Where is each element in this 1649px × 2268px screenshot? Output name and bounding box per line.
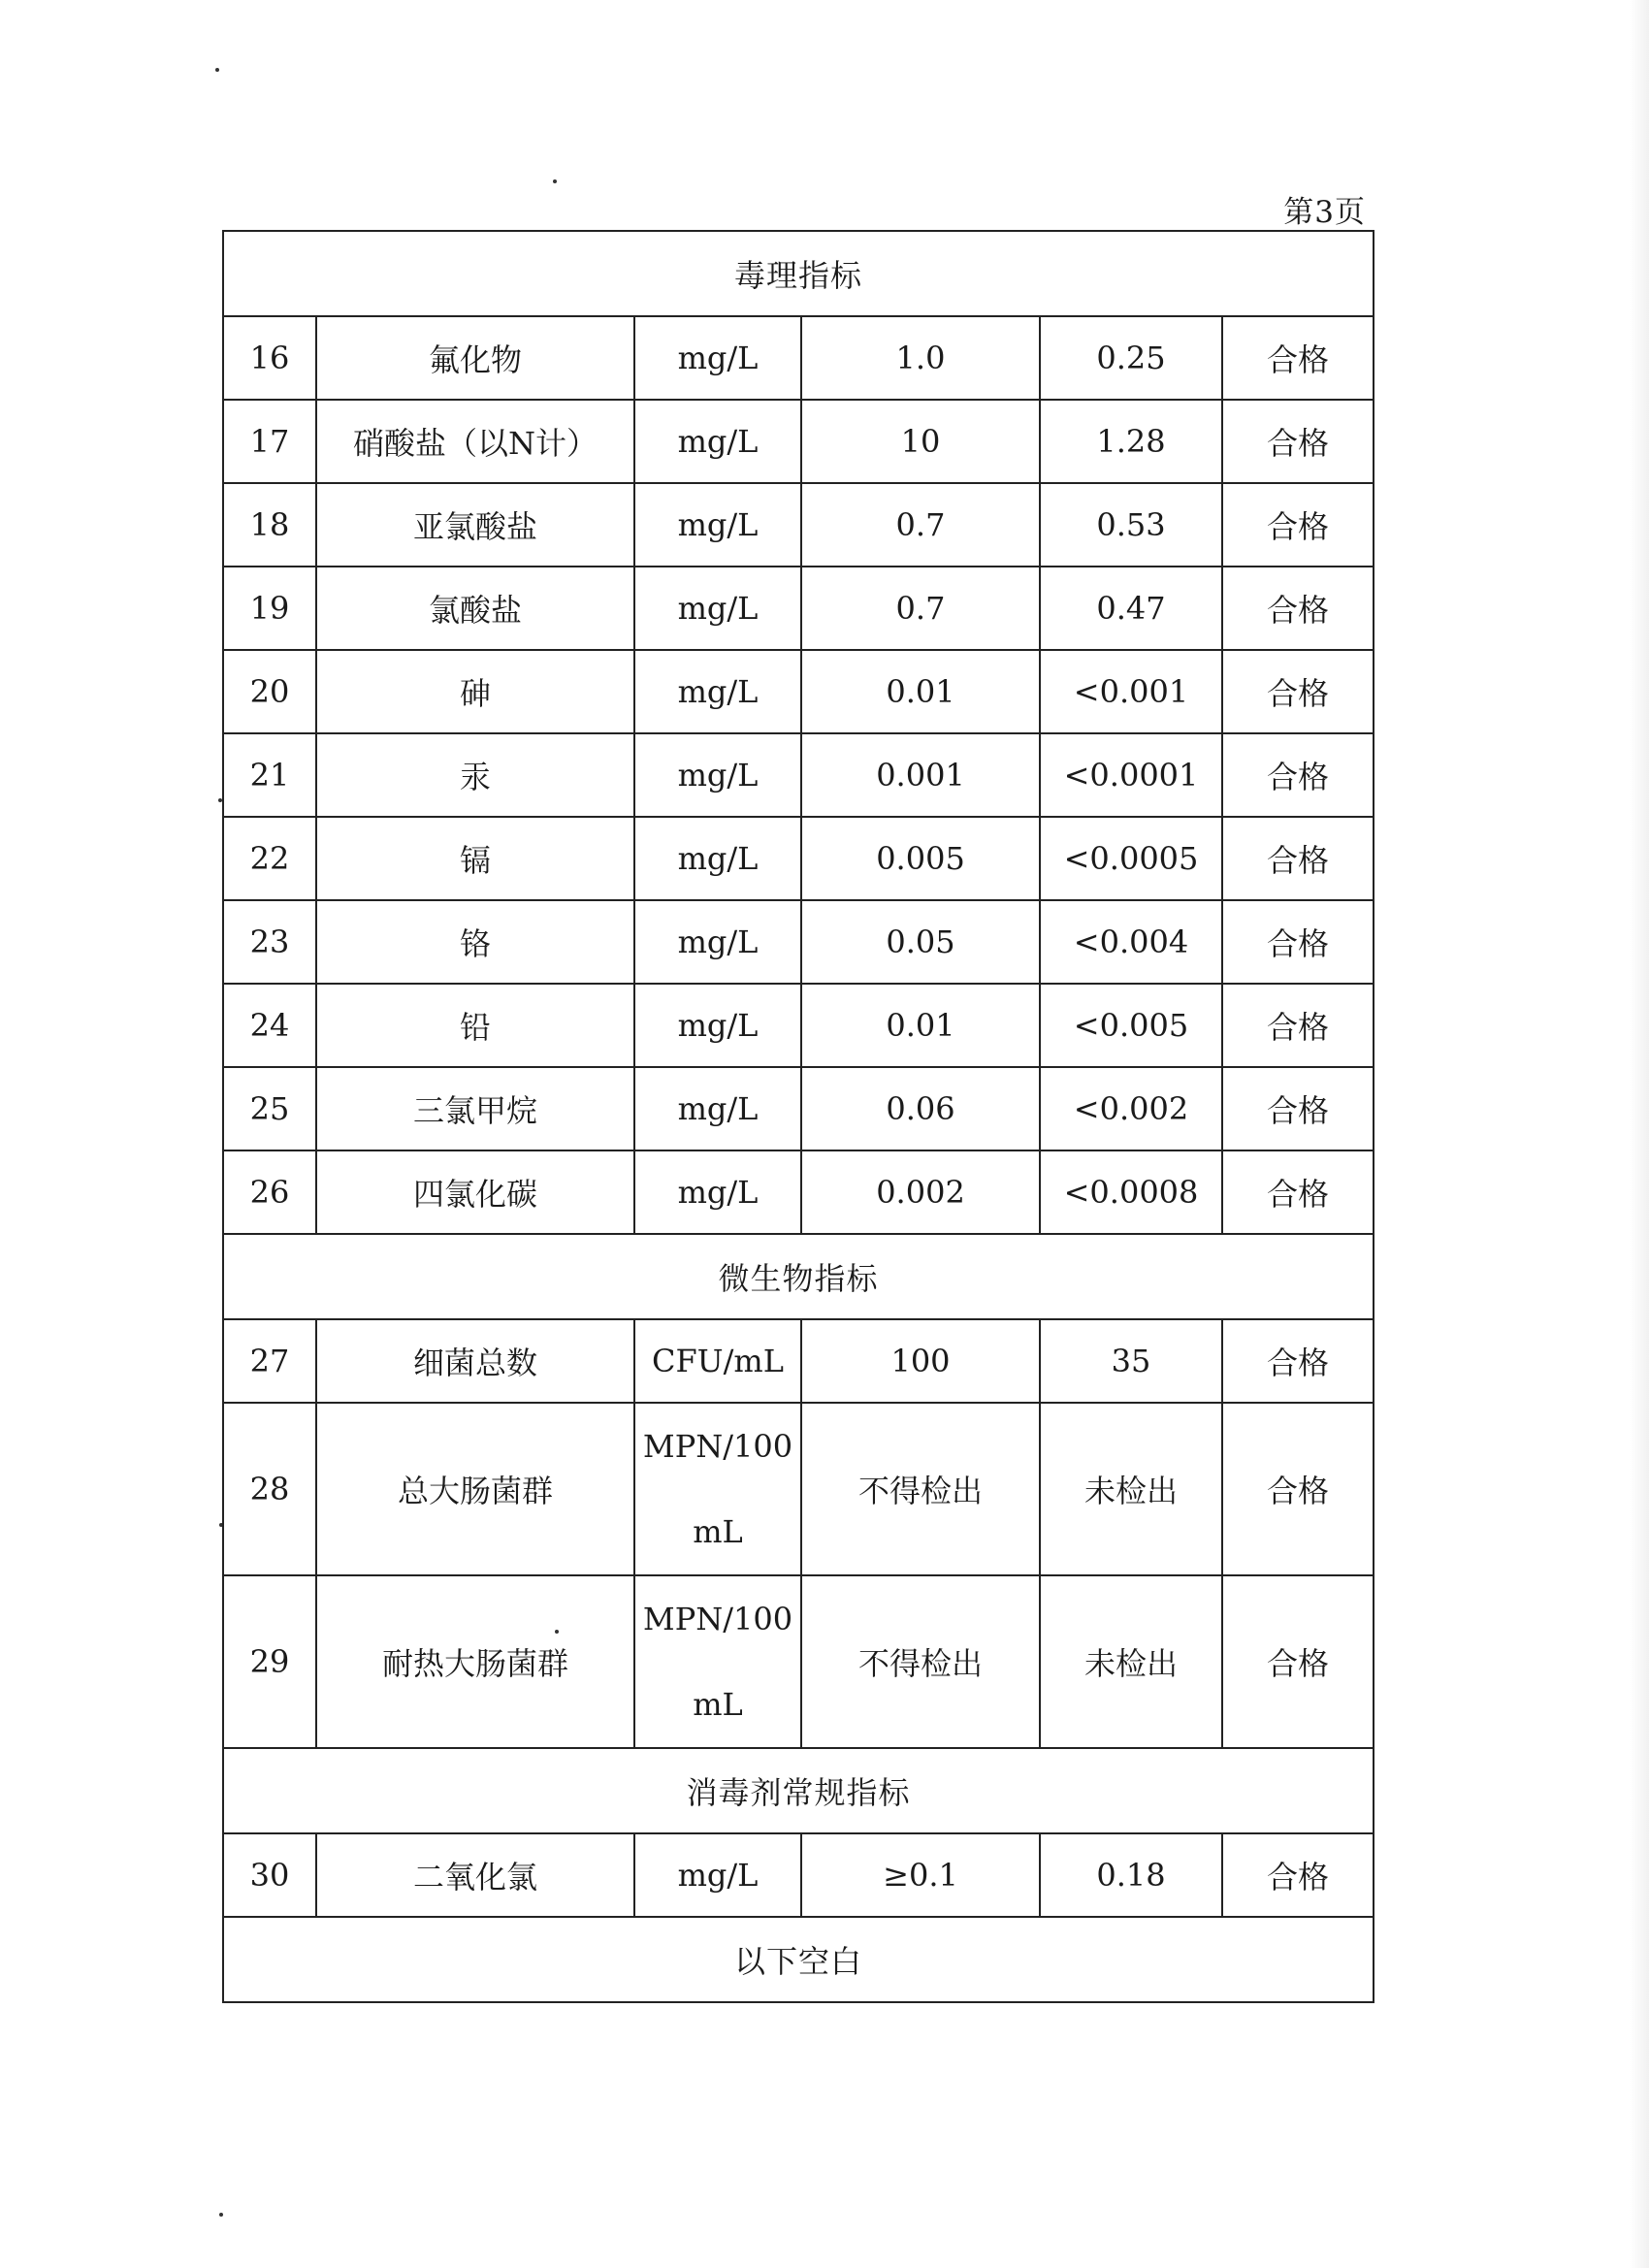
scan-edge-shadow	[1630, 0, 1649, 2268]
verdict-cell: 合格	[1222, 900, 1374, 984]
test-result-cell: <0.005	[1040, 984, 1222, 1067]
item-name-cell: 汞	[316, 733, 634, 817]
unit-line2: mL	[693, 1513, 743, 1550]
row-number-cell: 23	[223, 900, 316, 984]
item-name-cell: 总大肠菌群	[316, 1403, 634, 1575]
row-number-cell: 24	[223, 984, 316, 1067]
table-row	[223, 650, 1374, 733]
row-number-cell: 20	[223, 650, 316, 733]
test-result-cell: <0.001	[1040, 650, 1222, 733]
item-name-cell: 氯酸盐	[316, 567, 634, 650]
section-title: 以下空白	[223, 1917, 1374, 2002]
section-row	[223, 1917, 1374, 2002]
unit-cell: mg/L	[634, 1833, 801, 1917]
limit-value-cell: ≥0.1	[801, 1833, 1040, 1917]
row-number-cell: 22	[223, 817, 316, 900]
limit-value-cell: 不得检出	[801, 1575, 1040, 1748]
verdict-cell: 合格	[1222, 1319, 1374, 1403]
item-name-cell: 铬	[316, 900, 634, 984]
section-title: 毒理指标	[223, 231, 1374, 316]
table-body	[223, 231, 1374, 2002]
table-row	[223, 984, 1374, 1067]
table-row	[223, 1403, 1374, 1575]
table-row	[223, 1150, 1374, 1234]
item-name-cell: 四氯化碳	[316, 1150, 634, 1234]
row-number-cell: 16	[223, 316, 316, 400]
verdict-cell: 合格	[1222, 483, 1374, 567]
table-row	[223, 733, 1374, 817]
row-number-cell: 21	[223, 733, 316, 817]
verdict-cell: 合格	[1222, 400, 1374, 483]
verdict-cell: 合格	[1222, 1067, 1374, 1150]
unit-cell	[634, 1575, 801, 1748]
item-name-cell: 镉	[316, 817, 634, 900]
item-name-cell: 耐热大肠菌群	[316, 1575, 634, 1748]
section-row	[223, 1234, 1374, 1319]
unit-cell: mg/L	[634, 567, 801, 650]
verdict-cell: 合格	[1222, 1575, 1374, 1748]
row-number-cell: 26	[223, 1150, 316, 1234]
verdict-cell: 合格	[1222, 567, 1374, 650]
test-result-cell: 0.18	[1040, 1833, 1222, 1917]
unit-cell: mg/L	[634, 650, 801, 733]
table-row	[223, 400, 1374, 483]
verdict-cell: 合格	[1222, 733, 1374, 817]
limit-value-cell: 0.01	[801, 984, 1040, 1067]
test-result-cell: <0.0008	[1040, 1150, 1222, 1234]
row-number-cell: 27	[223, 1319, 316, 1403]
item-name-cell: 氟化物	[316, 316, 634, 400]
test-result-cell: 0.25	[1040, 316, 1222, 400]
table-row	[223, 1319, 1374, 1403]
limit-value-cell: 0.7	[801, 567, 1040, 650]
test-result-cell: 未检出	[1040, 1575, 1222, 1748]
unit-cell: mg/L	[634, 1067, 801, 1150]
unit-cell: mg/L	[634, 984, 801, 1067]
limit-value-cell: 0.001	[801, 733, 1040, 817]
test-result-cell: <0.0001	[1040, 733, 1222, 817]
unit-cell: mg/L	[634, 400, 801, 483]
unit-cell	[634, 1403, 801, 1575]
row-number-cell: 29	[223, 1575, 316, 1748]
table-row	[223, 316, 1374, 400]
table-row	[223, 900, 1374, 984]
test-result-cell: <0.0005	[1040, 817, 1222, 900]
row-number-cell: 18	[223, 483, 316, 567]
scan-speck	[553, 179, 557, 183]
test-result-cell: <0.004	[1040, 900, 1222, 984]
verdict-cell: 合格	[1222, 316, 1374, 400]
row-number-cell: 17	[223, 400, 316, 483]
section-row	[223, 231, 1374, 316]
limit-value-cell: 不得检出	[801, 1403, 1040, 1575]
test-result-cell: 0.47	[1040, 567, 1222, 650]
table-row	[223, 1067, 1374, 1150]
verdict-cell: 合格	[1222, 984, 1374, 1067]
limit-value-cell: 0.7	[801, 483, 1040, 567]
verdict-cell: 合格	[1222, 1150, 1374, 1234]
test-result-cell: 1.28	[1040, 400, 1222, 483]
row-number-cell: 28	[223, 1403, 316, 1575]
section-title: 微生物指标	[223, 1234, 1374, 1319]
item-name-cell: 铅	[316, 984, 634, 1067]
verdict-cell: 合格	[1222, 1833, 1374, 1917]
item-name-cell: 细菌总数	[316, 1319, 634, 1403]
limit-value-cell: 0.06	[801, 1067, 1040, 1150]
verdict-cell: 合格	[1222, 1403, 1374, 1575]
item-name-cell: 二氧化氯	[316, 1833, 634, 1917]
unit-line1: MPN/100	[642, 1601, 793, 1637]
unit-cell: mg/L	[634, 817, 801, 900]
section-row	[223, 1748, 1374, 1833]
row-number-cell: 19	[223, 567, 316, 650]
page-number: 第3页	[1283, 195, 1366, 230]
table-row	[223, 1575, 1374, 1748]
unit-line1: MPN/100	[642, 1428, 793, 1465]
limit-value-cell: 100	[801, 1319, 1040, 1403]
verdict-cell: 合格	[1222, 817, 1374, 900]
test-result-cell: 未检出	[1040, 1403, 1222, 1575]
test-result-cell: 0.53	[1040, 483, 1222, 567]
scan-speck	[215, 68, 219, 72]
unit-cell: mg/L	[634, 483, 801, 567]
table-row	[223, 817, 1374, 900]
table-row	[223, 567, 1374, 650]
limit-value-cell: 0.005	[801, 817, 1040, 900]
item-name-cell: 亚氯酸盐	[316, 483, 634, 567]
limit-value-cell: 1.0	[801, 316, 1040, 400]
limit-value-cell: 0.01	[801, 650, 1040, 733]
inspection-results-table	[222, 230, 1374, 2003]
unit-cell: mg/L	[634, 900, 801, 984]
test-result-cell: <0.002	[1040, 1067, 1222, 1150]
unit-line2: mL	[693, 1686, 743, 1723]
unit-cell: mg/L	[634, 316, 801, 400]
limit-value-cell: 0.002	[801, 1150, 1040, 1234]
limit-value-cell: 0.05	[801, 900, 1040, 984]
table-row	[223, 1833, 1374, 1917]
unit-cell: mg/L	[634, 733, 801, 817]
table-row	[223, 483, 1374, 567]
item-name-cell: 三氯甲烷	[316, 1067, 634, 1150]
verdict-cell: 合格	[1222, 650, 1374, 733]
section-title: 消毒剂常规指标	[223, 1748, 1374, 1833]
item-name-cell: 硝酸盐（以N计）	[316, 400, 634, 483]
row-number-cell: 30	[223, 1833, 316, 1917]
test-result-cell: 35	[1040, 1319, 1222, 1403]
unit-cell: mg/L	[634, 1150, 801, 1234]
unit-cell: CFU/mL	[634, 1319, 801, 1403]
limit-value-cell: 10	[801, 400, 1040, 483]
row-number-cell: 25	[223, 1067, 316, 1150]
scan-speck	[219, 2213, 223, 2217]
item-name-cell: 砷	[316, 650, 634, 733]
